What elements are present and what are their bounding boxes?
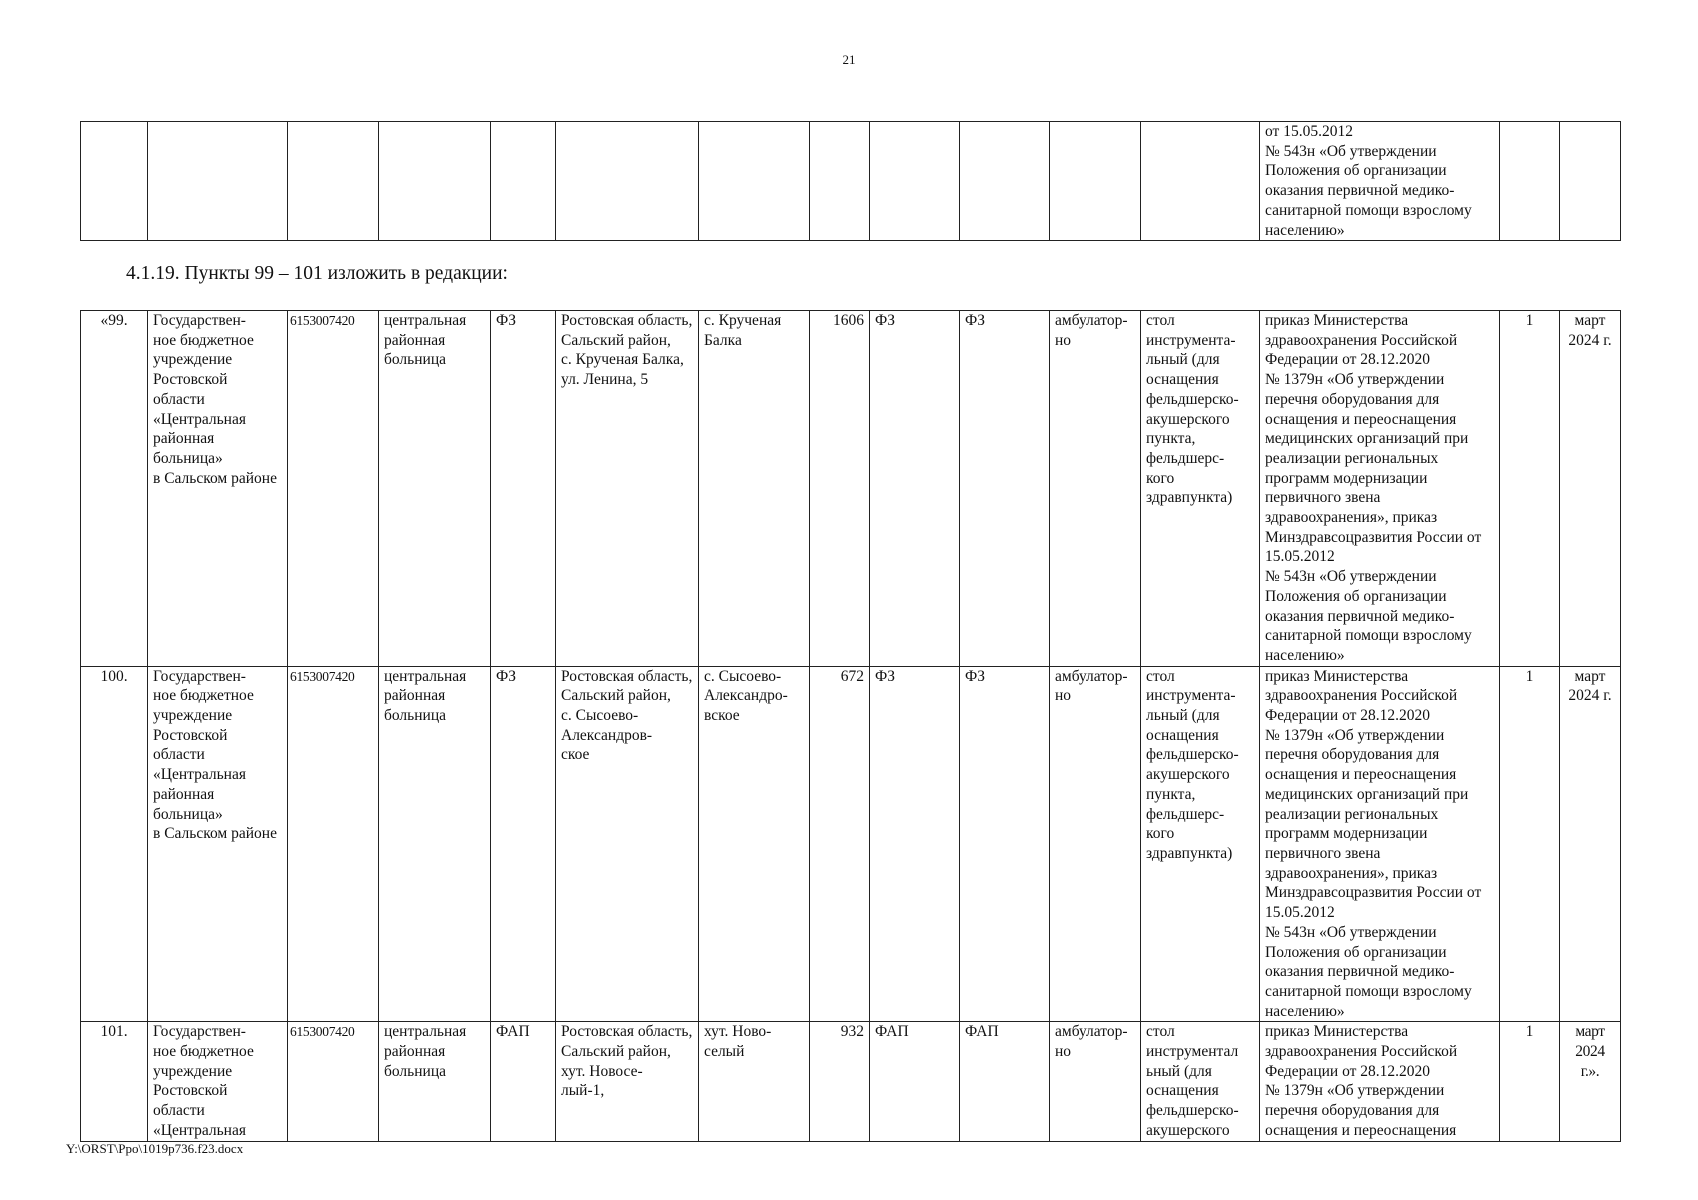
items-table <box>80 310 1621 1142</box>
equipment-cell: стол инструмента- льный (для оснащения фельдшерско- акушерского пункта, фельдшерс- кого здравпункта) <box>1141 666 1260 1022</box>
table-row <box>81 666 1621 1022</box>
settlement-cell: с. Крученая Балка <box>699 311 810 667</box>
type-a-cell: ФЗ <box>870 311 960 667</box>
institution-cell: Государствен- ное бюджетное учреждение Ростовской области «Центральная районная больница» в Сальском районе <box>148 311 288 667</box>
row-number: 101. <box>81 1022 148 1141</box>
care-form-cell: амбулатор- но <box>1050 311 1141 667</box>
type-b-cell: ФЗ <box>960 311 1050 667</box>
equipment-cell: стол инструмента- льный (для оснащения фельдшерско- акушерского пункта, фельдшерс- кого здравпункта) <box>1141 311 1260 667</box>
equipment-cell: стол инструментал ьный (для оснащения фельдшерско- акушерского <box>1141 1022 1260 1141</box>
settlement-cell: с. Сысоево- Александро- вское <box>699 666 810 1022</box>
institution-cell: Государствен- ное бюджетное учреждение Ростовской области «Центральная районная больница» в Сальском районе <box>148 666 288 1022</box>
continuation-row <box>81 122 1621 241</box>
table-cell <box>81 122 148 241</box>
table-cell <box>1141 122 1260 241</box>
table-cell <box>870 122 960 241</box>
address-cell: Ростовская область, Сальский район, хут. Новосе- лый-1, <box>556 1022 699 1141</box>
quantity-cell: 1 <box>1500 1022 1560 1141</box>
unit-type-cell: ФЗ <box>491 666 556 1022</box>
table-cell <box>1500 122 1560 241</box>
quantity-cell: 1 <box>1500 311 1560 667</box>
table-cell <box>148 122 288 241</box>
date-cell: март 2024 г. <box>1560 311 1621 667</box>
type-a-cell: ФЗ <box>870 666 960 1022</box>
care-form-cell: амбулатор- но <box>1050 1022 1141 1141</box>
table-cell <box>810 122 870 241</box>
row-number: «99. <box>81 311 148 667</box>
settlement-cell: хут. Ново- селый <box>699 1022 810 1141</box>
table-row <box>81 1022 1621 1141</box>
page-number: 21 <box>842 52 856 67</box>
type-b-cell: ФЗ <box>960 666 1050 1022</box>
table-cell <box>1050 122 1141 241</box>
basis-cell: приказ Министерства здравоохранения Российской Федерации от 28.12.2020 № 1379н «Об утверждении перечня оборудования для оснащения и переоснащения медицинских организаций при реализации региональных программ модернизации первичного звена здравоохранения», приказ Минздравсоцразвития России от 15.05.2012 № 543н «Об утверждении Положения об организации оказания первичной медико-санитарной помощи взрослому населению» <box>1260 666 1500 1022</box>
inn-cell: 6153007420 <box>288 666 379 1022</box>
population-cell: 1606 <box>810 311 870 667</box>
address-cell: Ростовская область, Сальский район, с. Крученая Балка, ул. Ленина, 5 <box>556 311 699 667</box>
unit-type-cell: ФАП <box>491 1022 556 1141</box>
continuation-table <box>80 121 1621 241</box>
population-cell: 672 <box>810 666 870 1022</box>
footer-file-path: Y:\ORST\Ppo\1019p736.f23.docx <box>66 1141 244 1156</box>
table-cell <box>556 122 699 241</box>
table-row <box>81 311 1621 667</box>
inn-cell: 6153007420 <box>288 1022 379 1141</box>
address-cell: Ростовская область, Сальский район, с. Сысоево- Александров- ское <box>556 666 699 1022</box>
date-cell: март 2024 г. <box>1560 666 1621 1022</box>
continuation-basis-cell: от 15.05.2012 № 543н «Об утверждении Положения об организации оказания первичной медико-санитарной помощи взрослому населению» <box>1260 122 1500 241</box>
basis-cell: приказ Министерства здравоохранения Российской Федерации от 28.12.2020 № 1379н «Об утверждении перечня оборудования для оснащения и переоснащения <box>1260 1022 1500 1141</box>
basis-cell: приказ Министерства здравоохранения Российской Федерации от 28.12.2020 № 1379н «Об утверждении перечня оборудования для оснащения и переоснащения медицинских организаций при реализации региональных программ модернизации первичного звена здравоохранения», приказ Минздравсоцразвития России от 15.05.2012 № 543н «Об утверждении Положения об организации оказания первичной медико-санитарной помощи взрослому населению» <box>1260 311 1500 667</box>
date-cell: март 2024 г.». <box>1560 1022 1621 1141</box>
type-a-cell: ФАП <box>870 1022 960 1141</box>
org-type-cell: центральная районная больница <box>379 666 491 1022</box>
table-cell <box>960 122 1050 241</box>
table-cell <box>491 122 556 241</box>
type-b-cell: ФАП <box>960 1022 1050 1141</box>
table-cell <box>288 122 379 241</box>
inn-cell: 6153007420 <box>288 311 379 667</box>
row-number: 100. <box>81 666 148 1022</box>
table-cell <box>379 122 491 241</box>
quantity-cell: 1 <box>1500 666 1560 1022</box>
org-type-cell: центральная районная больница <box>379 1022 491 1141</box>
org-type-cell: центральная районная больница <box>379 311 491 667</box>
section-heading: 4.1.19. Пункты 99 – 101 изложить в редакции: <box>126 263 508 284</box>
care-form-cell: амбулатор- но <box>1050 666 1141 1022</box>
table-cell <box>699 122 810 241</box>
table-cell <box>1560 122 1621 241</box>
population-cell: 932 <box>810 1022 870 1141</box>
unit-type-cell: ФЗ <box>491 311 556 667</box>
institution-cell: Государствен- ное бюджетное учреждение Ростовской области «Центральная <box>148 1022 288 1141</box>
